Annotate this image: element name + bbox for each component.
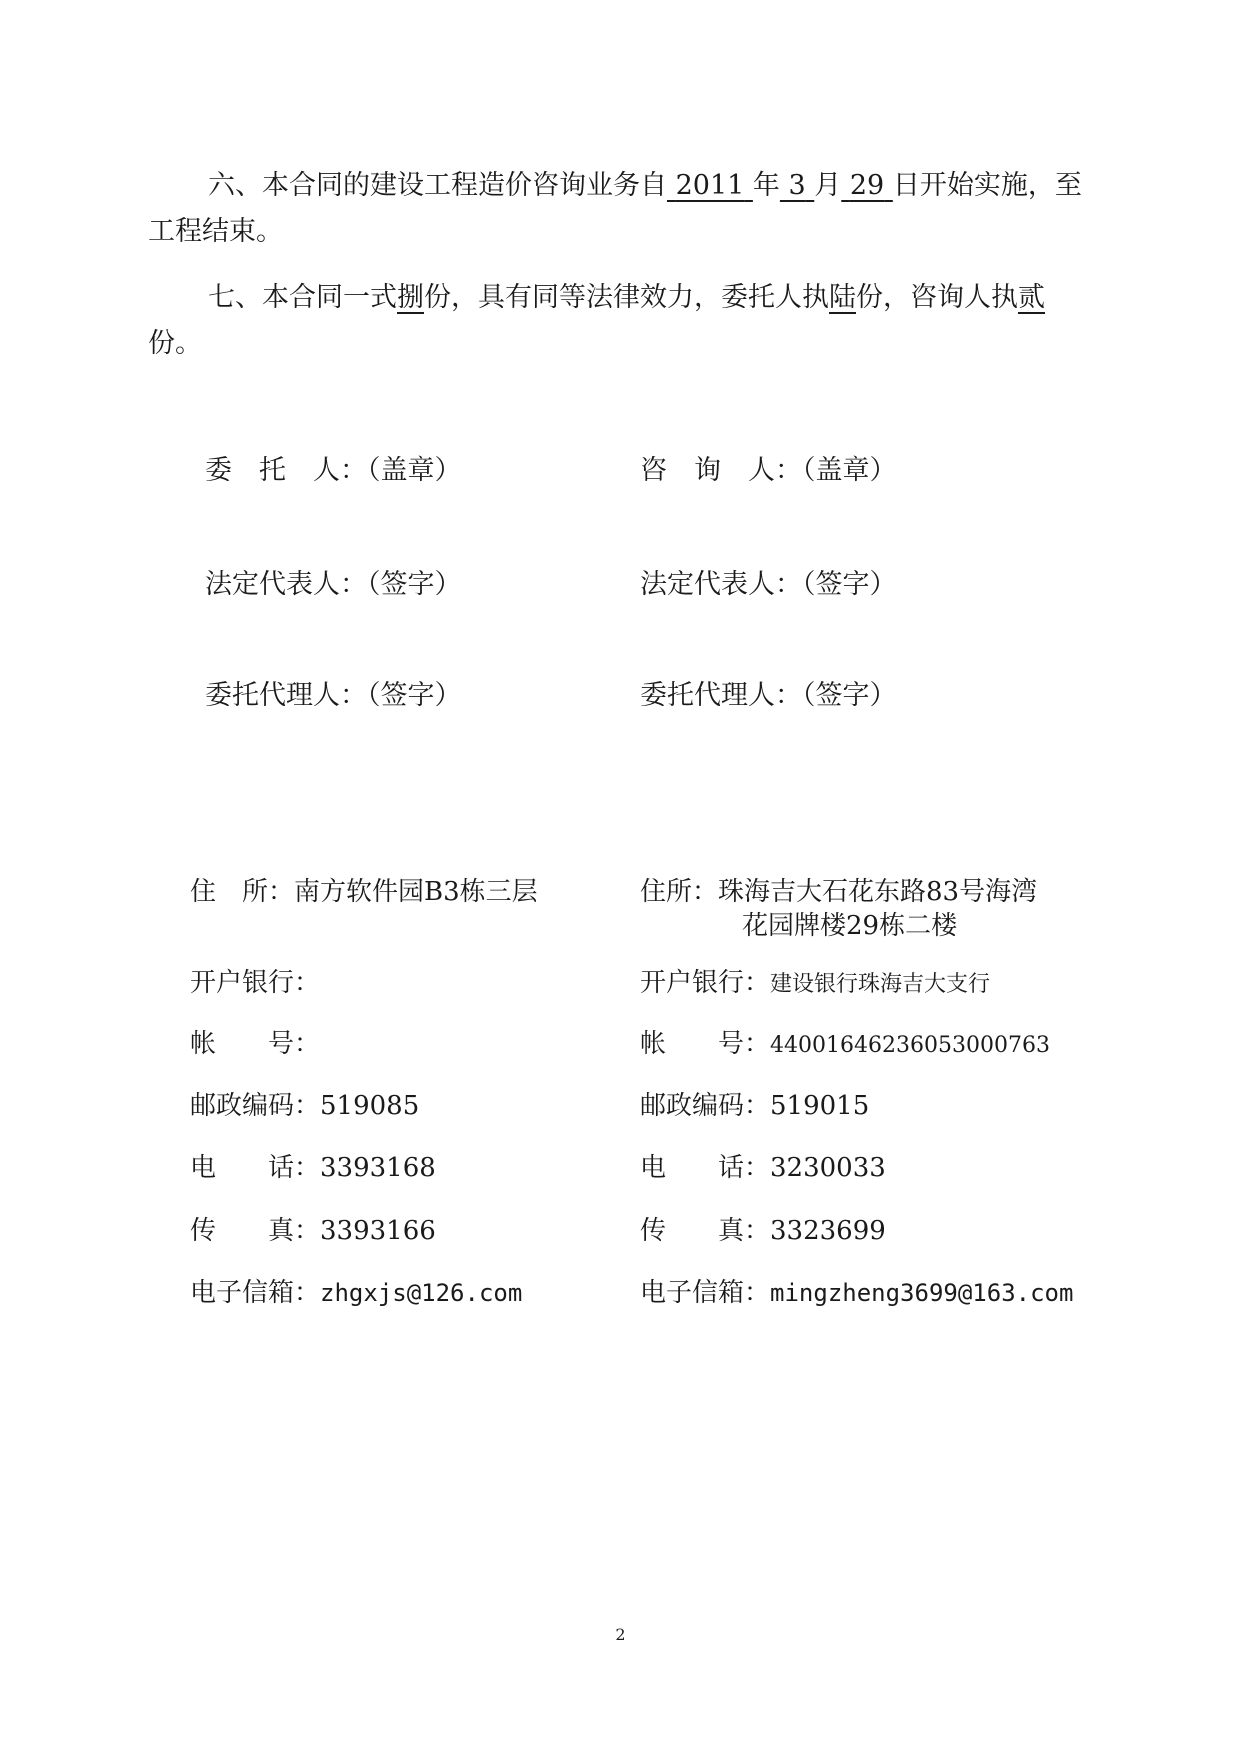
client-address: 住 所：南方软件园B3栋三层 [190, 877, 538, 907]
client-copies: 陆 [829, 282, 856, 313]
clause-seven-mid2: 份，咨询人执 [856, 282, 1018, 313]
page-number: 2 [615, 1625, 626, 1644]
clause-seven [148, 275, 1088, 367]
clause-six [148, 163, 1088, 255]
start-day: 29 [849, 170, 885, 201]
client-legal-rep-line: 法定代表人：（签字） [205, 569, 462, 600]
consultant-agent-line: 委托代理人：（签字） [640, 680, 897, 711]
clause-six-lead: 六、本合同的建设工程造价咨询业务自 [208, 170, 667, 201]
consultant-copies: 贰 [1018, 282, 1045, 313]
client-email: 电子信箱：zhgxjs@126.com [190, 1278, 523, 1308]
start-month: 3 [788, 170, 806, 201]
consultant-legal-rep-line: 法定代表人：（签字） [640, 569, 897, 600]
total-copies: 捌 [397, 282, 424, 313]
consultant-phone: 电 话：3230033 [640, 1153, 886, 1183]
consultant-address-line2: 花园牌楼29栋二楼 [742, 911, 958, 941]
year-unit: 年 [752, 170, 780, 201]
consultant-fax: 传 真：3323699 [640, 1216, 886, 1246]
consultant-account: 帐 号：44001646236053000763 [640, 1029, 1050, 1059]
client-fax: 传 真：3393166 [190, 1216, 436, 1246]
consultant-bank: 开户银行：建设银行珠海吉大支行 [640, 968, 991, 998]
clause-seven-tail: 份。 [148, 328, 202, 359]
clause-seven-mid1: 份，具有同等法律效力，委托人执 [424, 282, 829, 313]
consultant-postcode: 邮政编码：519015 [640, 1091, 870, 1121]
clause-seven-lead: 七、本合同一式 [208, 282, 397, 313]
clause-six-tail: 日开始实施，至工程结束。 [148, 170, 1082, 247]
consultant-seal-line: 咨 询 人：（盖章） [640, 455, 897, 486]
consultant-email: 电子信箱：mingzheng3699@163.com [640, 1278, 1074, 1308]
month-unit: 月 [814, 170, 842, 201]
client-phone: 电 话：3393168 [190, 1153, 436, 1183]
start-year: 2011 [675, 170, 745, 201]
client-agent-line: 委托代理人：（签字） [205, 680, 462, 711]
client-bank: 开户银行： [190, 968, 321, 998]
client-postcode: 邮政编码：519085 [190, 1091, 420, 1121]
client-seal-line: 委 托 人：（盖章） [205, 455, 462, 486]
client-account: 帐 号： [190, 1029, 321, 1059]
consultant-address: 住所：珠海吉大石花东路83号海湾 [640, 877, 1038, 907]
